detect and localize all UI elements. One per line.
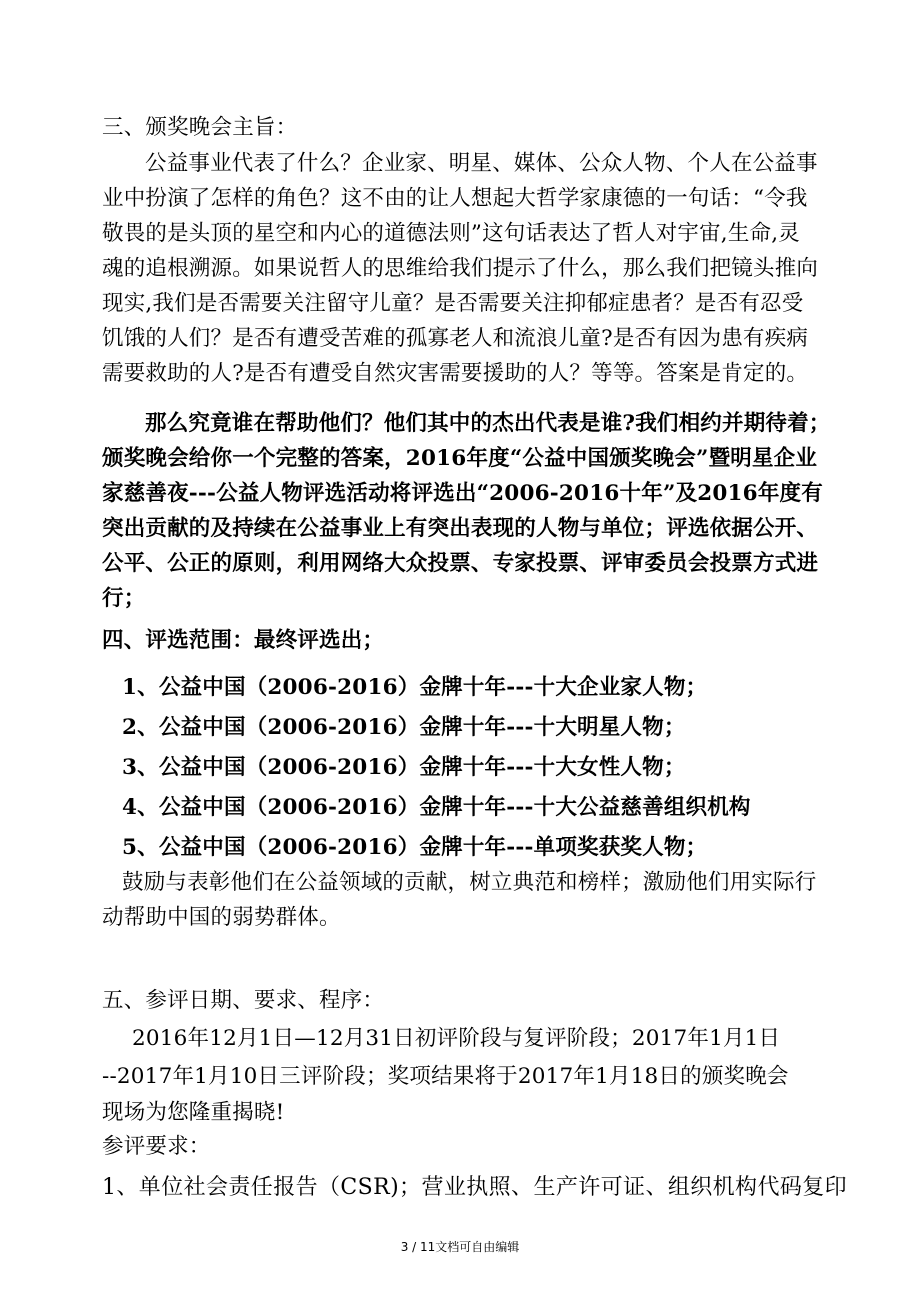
- paragraph-line: 动帮助中国的弱势群体。: [102, 905, 341, 930]
- paragraph-line: 那么究竟谁在帮助他们？他们其中的杰出代表是谁?我们相约并期待着；: [145, 411, 831, 436]
- section-3-heading: 三、颁奖晚会主旨：: [102, 115, 298, 140]
- paragraph-line: 敬畏的是头顶的星空和内心的道德法则”这句话表达了哲人对宇宙,生命,灵: [102, 221, 800, 246]
- requirements-heading: 参评要求：: [102, 1134, 211, 1159]
- section-4-heading: 四、评选范围：最终评选出；: [102, 628, 385, 653]
- paragraph-line: 突出贡献的及持续在公益事业上有突出表现的人物与单位；评选依据公开、: [102, 516, 819, 541]
- list-item: 1、公益中国（2006-2016）金牌十年---十大企业家人物；: [122, 675, 708, 700]
- paragraph-line: 2016年12月1日—12月31日初评阶段与复评阶段；2017年1月1日: [132, 1026, 781, 1051]
- paragraph-line: 颁奖晚会给你一个完整的答案，2016年度“公益中国颁奖晚会”暨明星企业: [102, 446, 818, 471]
- paragraph-line: 魂的追根溯源。如果说哲人的思维给我们提示了什么，那么我们把镜头推向: [102, 256, 819, 281]
- list-item: 2、公益中国（2006-2016）金牌十年---十大明星人物；: [122, 715, 686, 740]
- list-item: 4、公益中国（2006-2016）金牌十年---十大公益慈善组织机构: [122, 795, 751, 820]
- paragraph-line: 现实,我们是否需要关注留守儿童？是否需要关注抑郁症患者？是否有忍受: [102, 291, 804, 316]
- requirement-item: 1、单位社会责任报告（CSR)；营业执照、生产许可证、组织机构代码复印: [102, 1175, 848, 1200]
- list-item: 3、公益中国（2006-2016）金牌十年---十大女性人物；: [122, 755, 686, 780]
- paragraph-line: 行；: [102, 586, 146, 611]
- paragraph-line: 饥饿的人们？是否有遭受苦难的孤寡老人和流浪儿童?是否有因为患有疾病: [102, 326, 809, 351]
- page-footer: 3 / 11文档可自由编辑: [400, 1240, 520, 1254]
- paragraph-line: 业中扮演了怎样的角色？这不由的让人想起大哲学家康德的一句话：“令我: [102, 186, 808, 211]
- list-item: 5、公益中国（2006-2016）金牌十年---单项奖获奖人物；: [122, 835, 708, 860]
- paragraph-line: 家慈善夜---公益人物评选活动将评选出“2006-2016十年”及2016年度有: [102, 481, 823, 506]
- paragraph-line: 需要救助的人?是否有遭受自然灾害需要援助的人？等等。答案是肯定的。: [102, 361, 809, 386]
- section-5-heading: 五、参评日期、要求、程序：: [102, 988, 385, 1013]
- paragraph-line: 公益事业代表了什么？企业家、明星、媒体、公众人物、个人在公益事: [145, 151, 818, 176]
- paragraph-line: --2017年1月10日三评阶段；奖项结果将于2017年1月18日的颁奖晚会: [102, 1064, 789, 1089]
- paragraph-line: 鼓励与表彰他们在公益领域的贡献，树立典范和榜样；激励他们用实际行: [122, 870, 817, 895]
- paragraph-line: 现场为您隆重揭晓!: [102, 1100, 285, 1125]
- paragraph-line: 公平、公正的原则，利用网络大众投票、专家投票、评审委员会投票方式进: [102, 551, 819, 576]
